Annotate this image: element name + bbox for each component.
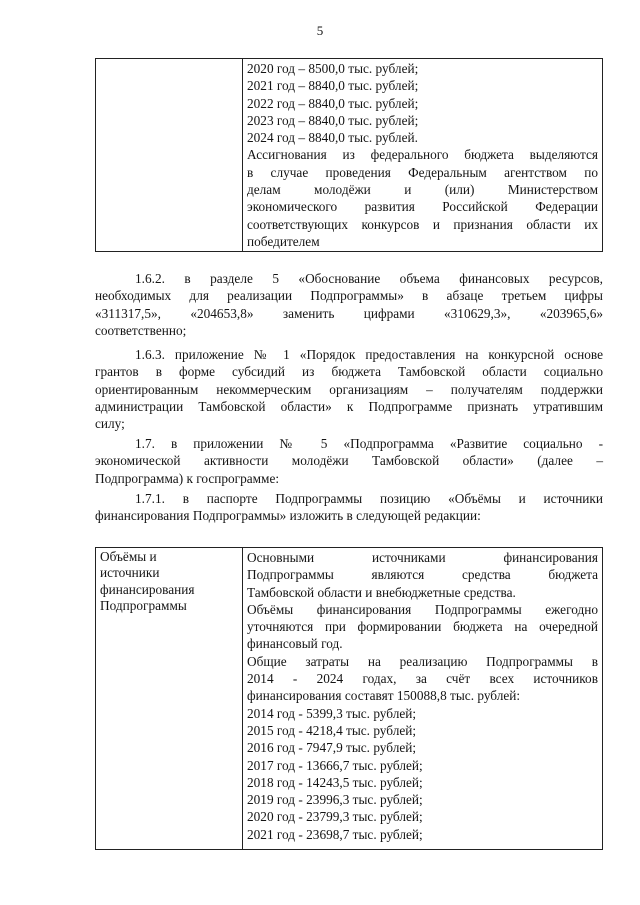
year-line: 2021 год - 23698,7 тыс. рублей; — [247, 826, 423, 842]
text-line: грантов в форме субсидий из бюджета Тамбовской области социально — [95, 364, 603, 380]
text-line: победителем — [247, 233, 320, 249]
year-line: 2020 год – 8500,0 тыс. рублей; — [247, 61, 419, 76]
text-line: Подпрограмма) к госпрограмме: — [95, 470, 280, 486]
continued-funding-table — [95, 58, 603, 252]
text-line: Тамбовской области и внебюджетные средства. — [247, 584, 516, 600]
year-line: 2015 год - 4218,4 тыс. рублей; — [247, 722, 417, 738]
text-line: необходимых для реализации Подпрограммы» в абзаце третьем цифры — [95, 288, 603, 304]
year-line: 2020 год - 23799,3 тыс. рублей; — [247, 809, 423, 825]
text-line: финансирования составят 150088,8 тыс. рублей: — [247, 688, 521, 704]
text-line: силу; — [95, 416, 125, 432]
text-line: финансовый год. — [247, 636, 343, 652]
table2-right-cell — [243, 548, 603, 850]
table2-left-cell — [96, 548, 243, 850]
table1-left-cell — [96, 59, 243, 252]
year-line: 2014 год - 5399,3 тыс. рублей; — [247, 705, 417, 721]
paragraph-1-6-3 — [95, 346, 603, 432]
text-line: в случае проведения Федеральным агентством по — [247, 164, 598, 180]
text-line: делам молодёжи и (или) Министерством — [247, 182, 598, 198]
text-line: 1.7.1. в паспорте Подпрограммы позицию «Объёмы и источники — [135, 491, 603, 506]
year-line: 2024 год – 8840,0 тыс. рублей. — [247, 130, 418, 146]
paragraph-1-6-2 — [95, 270, 603, 339]
table1-right-cell — [243, 59, 603, 252]
annual-adjustment-paragraph — [247, 601, 598, 653]
text-line: экономического развития Российской Федерации — [247, 199, 598, 215]
text-line: «311317,5», «204653,8» заменить цифрами «310629,3», «203965,6» — [95, 305, 603, 321]
year-line: 2019 год - 23996,3 тыс. рублей; — [247, 792, 423, 808]
text-line: финансирования — [100, 581, 195, 597]
year-line: 2023 год – 8840,0 тыс. рублей; — [247, 112, 419, 128]
year-line: 2016 год - 7947,9 тыс. рублей; — [247, 740, 417, 756]
text-line: Объёмы и — [100, 549, 157, 564]
year-line: 2018 год - 14243,5 тыс. рублей; — [247, 774, 423, 790]
text-line: Основными источниками финансирования — [247, 550, 598, 565]
year-line: 2017 год - 13666,7 тыс. рублей; — [247, 757, 423, 773]
text-line: 2014 - 2024 годах, за счёт всех источников — [247, 671, 598, 687]
text-line: Ассигнования из федерального бюджета выделяются — [247, 147, 598, 163]
text-line: ориентированным некоммерческим организациям – получателям поддержки — [95, 381, 603, 397]
text-line: администрации Тамбовской области» к Подпрограмме признать утратившим — [95, 398, 603, 414]
text-line: 1.6.2. в разделе 5 «Обоснование объема финансовых ресурсов, — [135, 271, 603, 286]
page-number: 5 — [316, 23, 324, 38]
federal-budget-note — [247, 146, 598, 250]
total-costs-paragraph — [247, 653, 598, 705]
paragraph-1-7 — [95, 435, 603, 487]
text-line: финансирования Подпрограммы» изложить в следующей редакции: — [95, 508, 481, 524]
subprogram-funding-table — [95, 547, 603, 850]
text-line: соответственно; — [95, 322, 187, 338]
paragraph-1-7-1 — [95, 490, 603, 525]
text-line: экономической активности молодёжи Тамбовской области» (далее – — [95, 453, 603, 469]
text-line: соответствующих конкурсов и признания области их — [247, 216, 598, 232]
text-line: Общие затраты на реализацию Подпрограммы в — [247, 653, 598, 669]
year-line: 2022 год – 8840,0 тыс. рублей; — [247, 95, 419, 111]
text-line: источники — [100, 565, 160, 581]
sources-paragraph — [247, 549, 598, 601]
year-line: 2021 год – 8840,0 тыс. рублей; — [247, 78, 419, 94]
text-line: Подпрограммы являются средства бюджета — [247, 567, 598, 583]
text-line: 1.6.3. приложение № 1 «Порядок предоставления на конкурсной основе — [135, 347, 603, 362]
text-line: 1.7. в приложении № 5 «Подпрограмма «Развитие социально - — [135, 436, 603, 451]
text-line: Подпрограммы — [100, 597, 187, 613]
text-line: уточняются при формировании бюджета на очередной — [247, 619, 598, 635]
text-line: Объёмы финансирования Подпрограммы ежегодно — [247, 601, 598, 617]
